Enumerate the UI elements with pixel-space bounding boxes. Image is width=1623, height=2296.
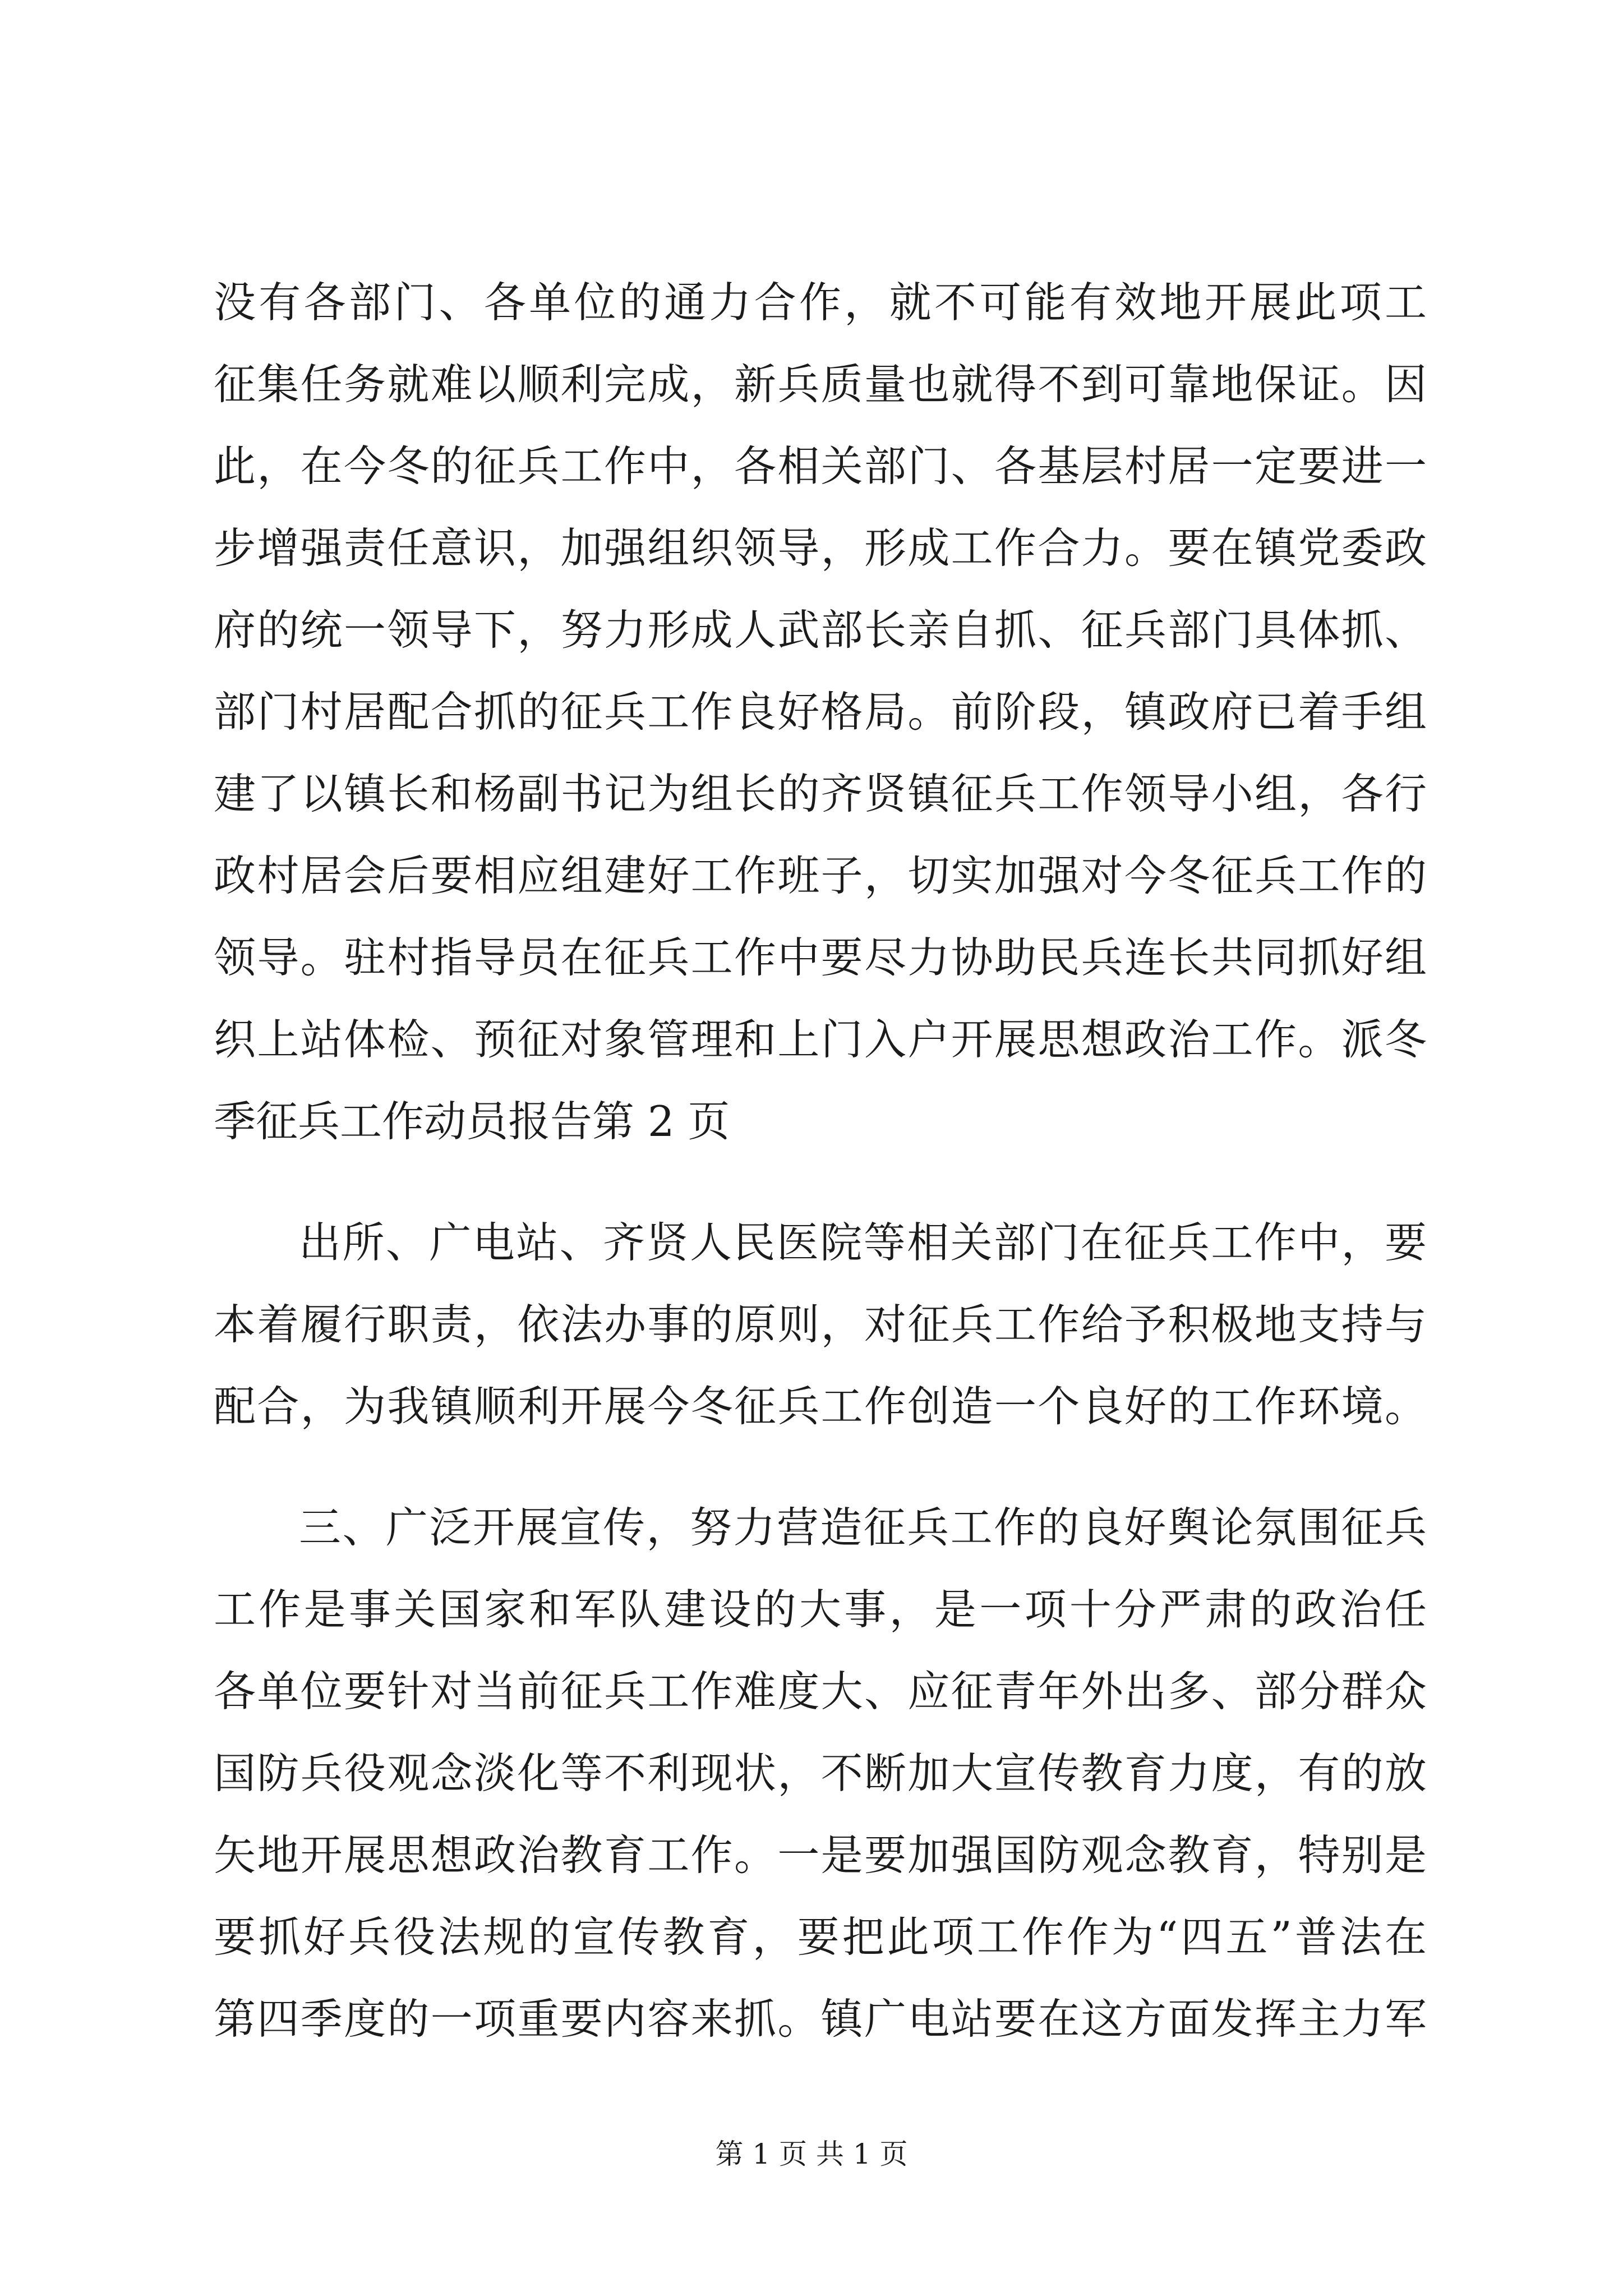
text-line: 没有各部门、各单位的通力合作，就不可能有效地开展此项工 (214, 278, 1427, 327)
text-line: 领导。驻村指导员在征兵工作中要尽力协助民兵连长共同抓好组 (214, 933, 1427, 982)
paragraph-3 (214, 1487, 1427, 2060)
text-line: 三、广泛开展宣传，努力营造征兵工作的良好舆论氛围征兵 (299, 1503, 1427, 1552)
text-line: 各单位要针对当前征兵工作难度大、应征青年外出多、部分群众 (214, 1667, 1427, 1716)
text-line: 征集任务就难以顺利完成，新兵质量也就得不到可靠地保证。因 (214, 360, 1427, 409)
page-number-label: 第 1 页 共 1 页 (715, 2138, 908, 2170)
text-line: 本着履行职责，依法办事的原则，对征兵工作给予积极地支持与 (214, 1300, 1427, 1349)
text-line: 工作是事关国家和军队建设的大事，是一项十分严肃的政治任 (214, 1585, 1427, 1634)
document-body (214, 261, 1427, 2060)
text-line: 府的统一领导下，努力形成人武部长亲自抓、征兵部门具体抓、 (214, 605, 1427, 655)
text-line: 配合，为我镇顺利开展今冬征兵工作创造一个良好的工作环境。 (214, 1382, 1427, 1431)
text-line: 步增强责任意识，加强组织领导，形成工作合力。要在镇党委政 (214, 523, 1427, 573)
paragraph-2 (214, 1202, 1427, 1447)
page-footer (0, 2137, 1623, 2171)
text-line: 出所、广电站、齐贤人民医院等相关部门在征兵工作中，要 (299, 1218, 1427, 1267)
text-line: 国防兵役观念淡化等不利现状，不断加大宣传教育力度，有的放 (214, 1749, 1427, 1798)
paragraph-1 (214, 261, 1427, 1162)
text-line: 织上站体检、预征对象管理和上门入户开展思想政治工作。派冬 (214, 1015, 1427, 1064)
text-line: 要抓好兵役法规的宣传教育，要把此项工作作为“四五”普法在 (214, 1912, 1427, 1962)
text-line: 建了以镇长和杨副书记为组长的齐贤镇征兵工作领导小组，各行 (214, 769, 1427, 818)
text-line: 部门村居配合抓的征兵工作良好格局。前阶段，镇政府已着手组 (214, 687, 1427, 737)
text-line: 矢地开展思想政治教育工作。一是要加强国防观念教育，特别是 (214, 1830, 1427, 1880)
text-line: 第四季度的一项重要内容来抓。镇广电站要在这方面发挥主力军 (214, 1994, 1427, 2044)
text-line: 此，在今冬的征兵工作中，各相关部门、各基层村居一定要进一 (214, 441, 1427, 491)
text-line: 季征兵工作动员报告第 2 页 (214, 1097, 730, 1146)
text-line: 政村居会后要相应组建好工作班子，切实加强对今冬征兵工作的 (214, 851, 1427, 900)
